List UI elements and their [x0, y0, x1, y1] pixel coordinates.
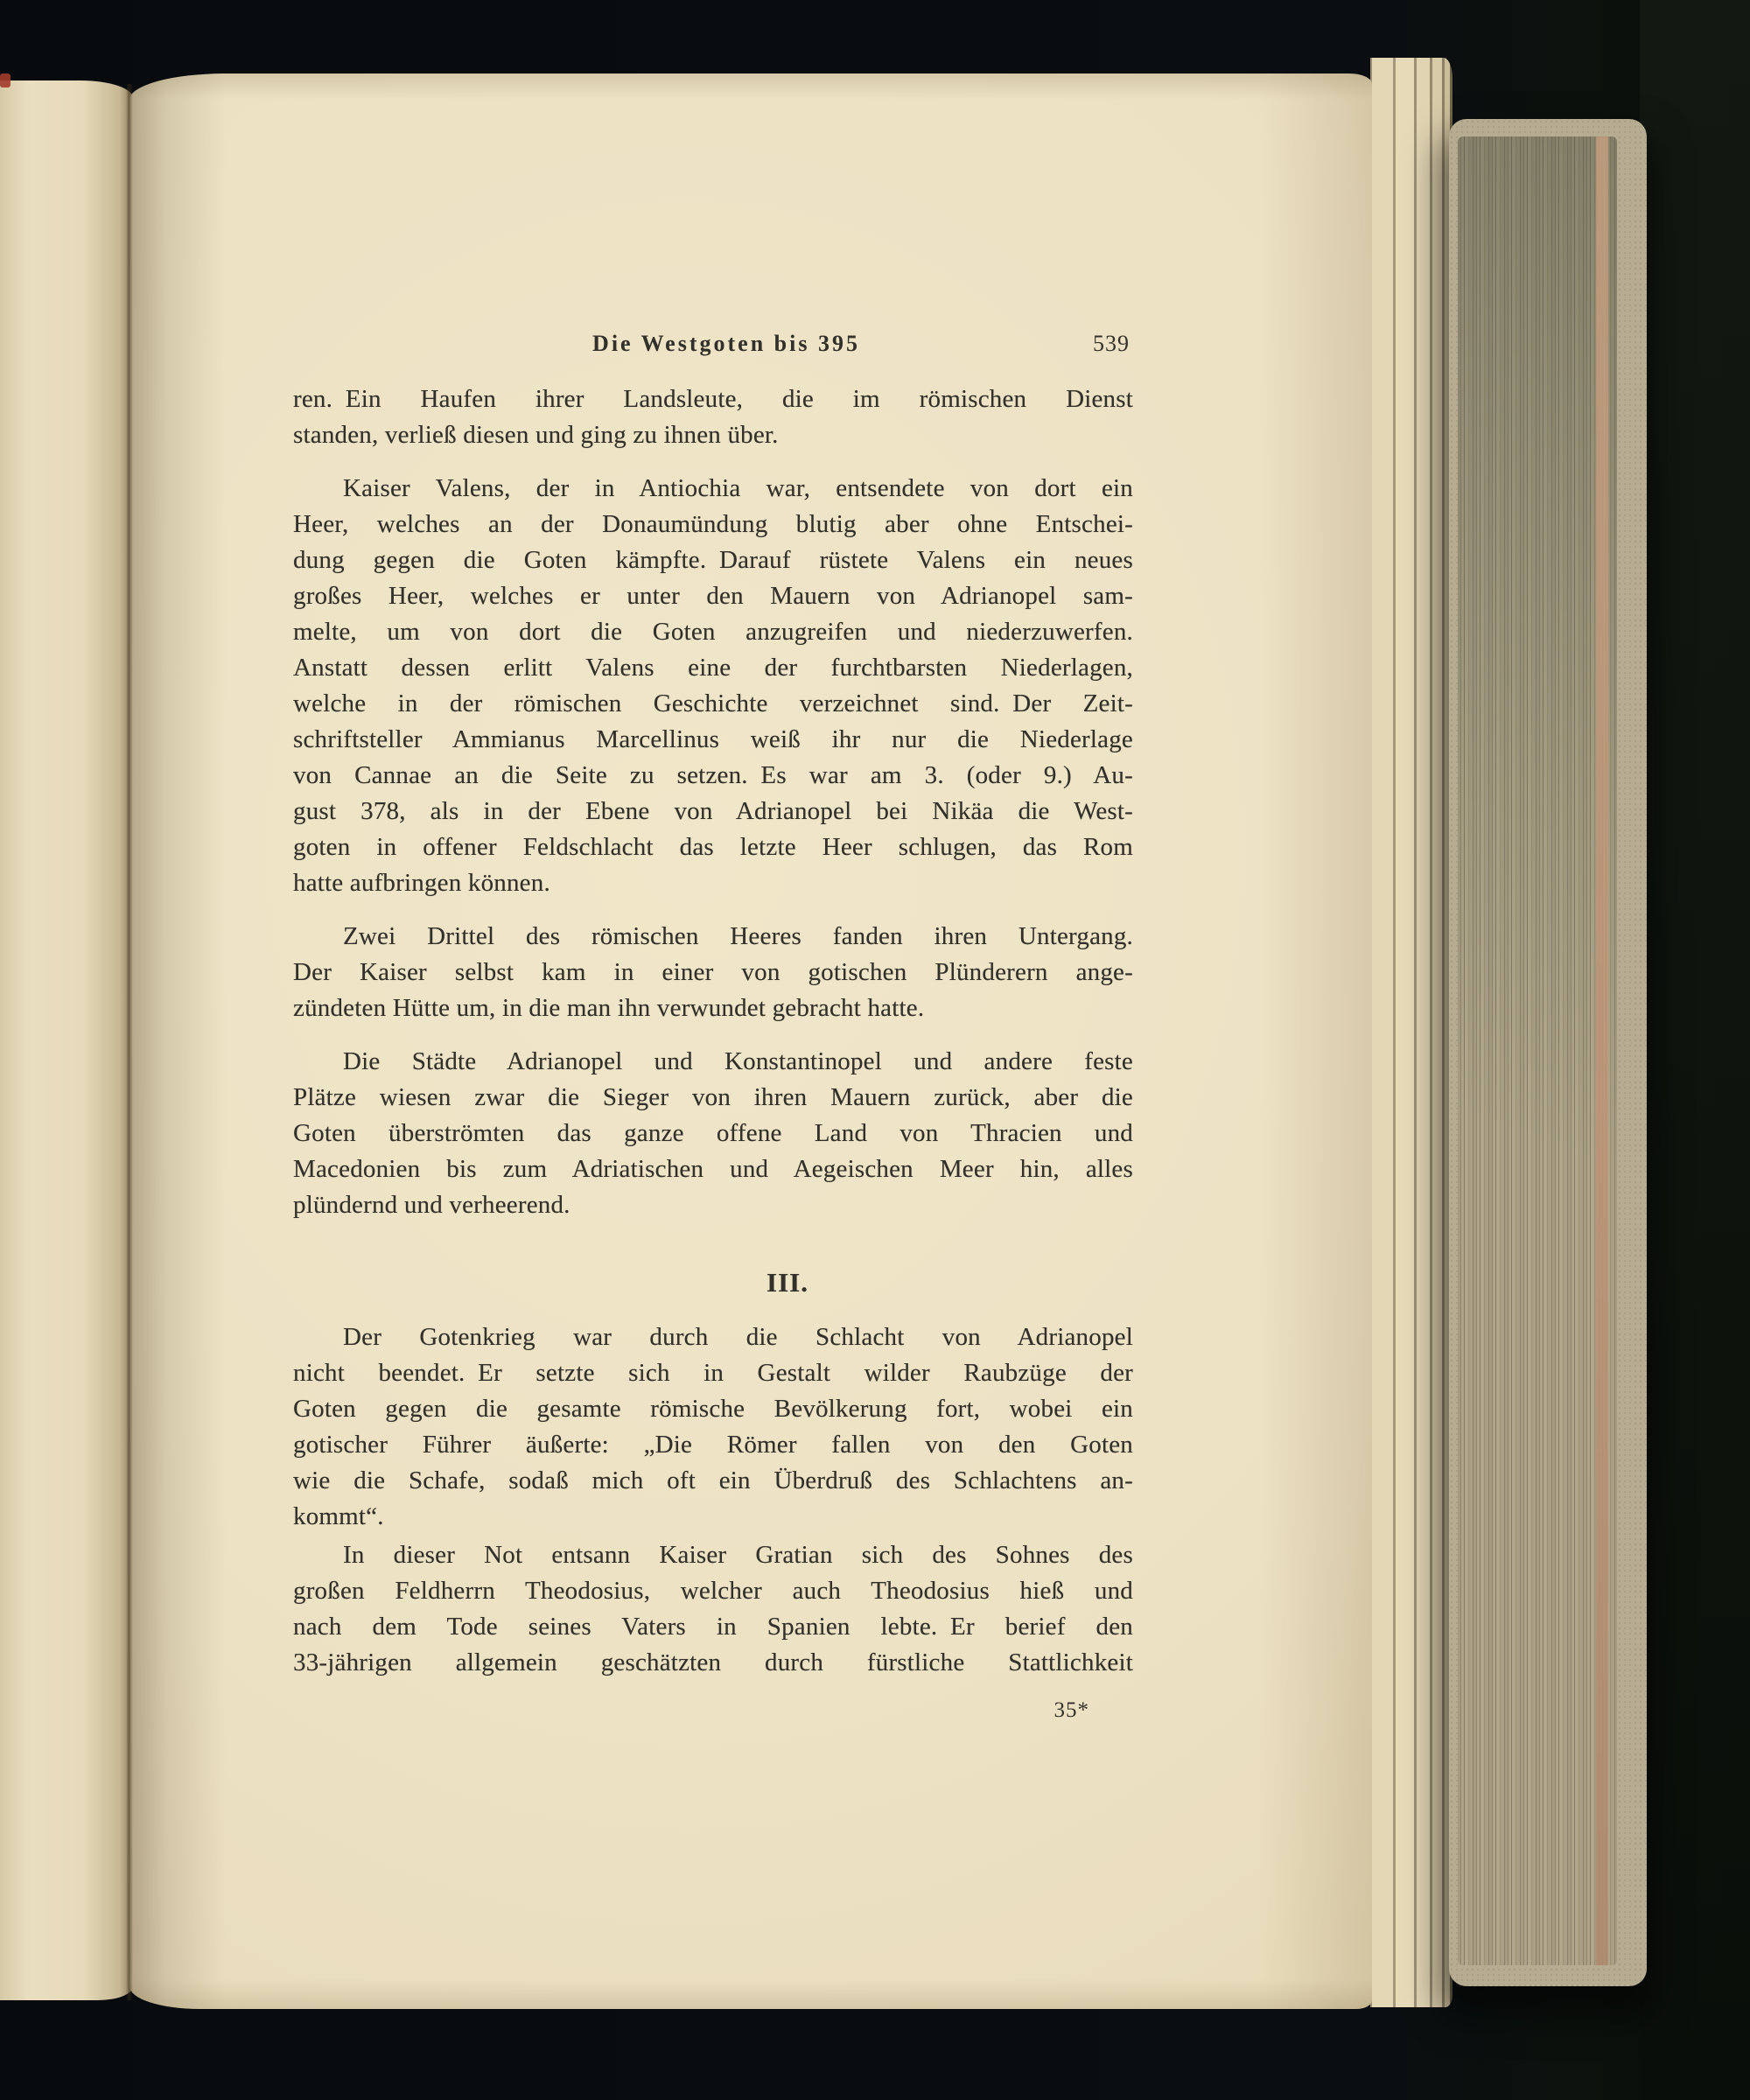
- text-line: Kaiser Valens, der in Antiochia war, entsendete von dort ein: [343, 474, 1133, 502]
- text-line: kommt“.: [293, 1502, 384, 1530]
- page-header: [293, 329, 1133, 359]
- paragraph: [293, 1537, 1133, 1681]
- page-edges: [1370, 58, 1452, 2007]
- text-line: hatte aufbringen können.: [293, 869, 550, 897]
- text-line: goten in offener Feldschlacht das letzte Heer schlugen, das Rom: [293, 833, 1133, 861]
- text-line: plündernd und verheerend.: [293, 1191, 570, 1219]
- signature-mark: 35*: [1054, 1698, 1089, 1722]
- text-line: Goten gegen die gesamte römische Bevölkerung fort, wobei ein: [293, 1395, 1133, 1423]
- text-line: zündeten Hütte um, in die man ihn verwundet gebracht hatte.: [293, 994, 925, 1022]
- section-heading: III.: [766, 1267, 808, 1298]
- text-line: ren. Ein Haufen ihrer Landsleute, die im römischen Dienst: [293, 385, 1133, 413]
- text-line: großes Heer, welches er unter den Mauern von Adrianopel sam-: [293, 582, 1133, 610]
- text-line: Die Städte Adrianopel und Konstantinopel und andere feste: [343, 1047, 1133, 1075]
- gutter-shadow: [126, 84, 133, 2000]
- text-line: von Cannae an die Seite zu setzen. Es war am 3. (oder 9.) Au-: [293, 761, 1133, 789]
- paragraph: [293, 1320, 1133, 1535]
- closed-page-block: [1449, 119, 1647, 1986]
- text-line: großen Feldherrn Theodosius, welcher auch Theodosius hieß und: [293, 1577, 1133, 1605]
- paragraph: [293, 382, 1133, 453]
- paragraph: [293, 1044, 1133, 1223]
- text-line: gotischer Führer äußerte: „Die Römer fallen von den Goten: [293, 1431, 1133, 1459]
- text-line: Macedonien bis zum Adriatischen und Aegeischen Meer hin, alles: [293, 1155, 1133, 1183]
- page-content: [293, 329, 1133, 1723]
- text-line: gust 378, als in der Ebene von Adrianopel bei Nikäa die West-: [293, 797, 1133, 825]
- page-number: 539: [1093, 331, 1130, 356]
- text-line: In dieser Not entsann Kaiser Gratian sich des Sohnes des: [343, 1541, 1133, 1569]
- paragraph: [293, 471, 1133, 901]
- text-line: dung gegen die Goten kämpfte. Darauf rüstete Valens ein neues: [293, 546, 1133, 574]
- text-line: Anstatt dessen erlitt Valens eine der furchtbarsten Niederlagen,: [293, 654, 1133, 682]
- photo-backdrop: [1640, 0, 1750, 2100]
- text-line: wie die Schafe, sodaß mich oft ein Überdruß des Schlachtens an-: [293, 1466, 1133, 1494]
- text-line: Zwei Drittel des römischen Heeres fanden ihren Untergang.: [343, 922, 1133, 950]
- text-line: melte, um von dort die Goten anzugreifen und niederzuwerfen.: [293, 618, 1133, 646]
- text-line: Der Kaiser selbst kam in einer von gotischen Plünderern ange-: [293, 958, 1133, 986]
- body-text: [293, 382, 1133, 1681]
- text-line: schriftsteller Ammianus Marcellinus weiß ihr nur die Niederlage: [293, 725, 1133, 753]
- headband: [0, 74, 10, 88]
- text-line: nicht beendet. Er setzte sich in Gestalt wilder Raubzüge der: [293, 1359, 1133, 1387]
- fore-edge-accent-strip: [1596, 136, 1608, 1965]
- book-page: [130, 74, 1372, 2009]
- text-line: Heer, welches an der Donaumündung blutig aber ohne Entschei-: [293, 510, 1133, 538]
- paragraph: [293, 919, 1133, 1026]
- text-line: nach dem Tode seines Vaters in Spanien lebte. Er berief den: [293, 1613, 1133, 1641]
- text-line: standen, verließ diesen und ging zu ihnen über.: [293, 421, 779, 449]
- fore-edge: [1458, 136, 1617, 1965]
- text-line: welche in der römischen Geschichte verzeichnet sind. Der Zeit-: [293, 690, 1133, 718]
- running-title: Die Westgoten bis 395: [592, 331, 860, 356]
- text-line: Plätze wiesen zwar die Sieger von ihren Mauern zurück, aber die: [293, 1083, 1133, 1111]
- text-line: 33-jährigen allgemein geschätzten durch fürstliche Stattlichkeit: [293, 1648, 1133, 1676]
- text-line: Goten überströmten das ganze offene Land von Thracien und: [293, 1119, 1133, 1147]
- text-line: Der Gotenkrieg war durch die Schlacht von Adrianopel: [343, 1323, 1133, 1351]
- left-page-sliver: [0, 80, 133, 2000]
